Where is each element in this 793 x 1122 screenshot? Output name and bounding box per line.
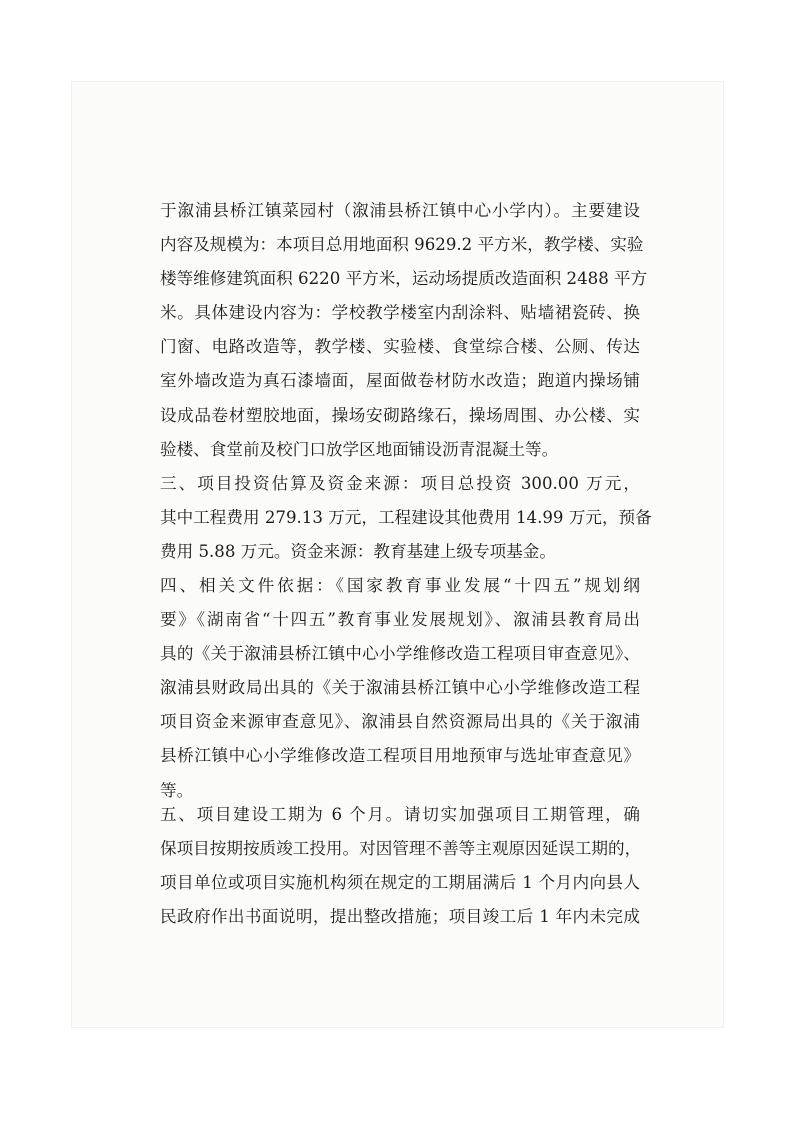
paragraph-project-scope <box>160 194 648 467</box>
paragraph-construction-period <box>160 798 640 934</box>
text-line: 项目单位或项目实施机构须在规定的工期届满后 1 个月内向县人 <box>160 873 640 893</box>
text-line: 于溆浦县桥江镇菜园村（溆浦县桥江镇中心小学内）。主要建设 <box>160 201 640 220</box>
text-line: 具的《关于溆浦县桥江镇中心小学维修改造工程项目审查意见》、 <box>160 644 640 664</box>
text-line: 费用 5.88 万元。资金来源：教育基建上级专项基金。 <box>160 542 556 562</box>
text-line: 内容及规模为：本项目总用地面积 9629.2 平方米，教学楼、实验 <box>160 235 644 255</box>
text-line: 要》《湖南省“十四五”教育事业发展规划》、溆浦县教育局出 <box>160 610 640 630</box>
paragraph-reference-documents <box>160 569 640 808</box>
text-line: 四、相关文件依据：《国家教育事业发展“十四五”规划纲 <box>160 576 640 595</box>
text-line: 等。 <box>160 780 194 800</box>
text-line: 民政府作出书面说明，提出整改措施；项目竣工后 1 年内未完成 <box>160 907 640 927</box>
text-line: 门窗、电路改造等，教学楼、实验楼、食堂综合楼、公厕、传达 <box>160 337 640 357</box>
text-line: 米。具体建设内容为：学校教学楼室内刮涂料、贴墙裙瓷砖、换 <box>160 303 640 323</box>
text-line: 保项目按期按质竣工投用。对因管理不善等主观原因延误工期的， <box>160 839 642 859</box>
text-line: 项目资金来源审查意见》、溆浦县自然资源局出具的《关于溆浦 <box>160 712 640 732</box>
text-line: 县桥江镇中心小学维修改造工程项目用地预审与选址审查意见》 <box>160 746 640 766</box>
text-line: 溆浦县财政局出具的《关于溆浦县桥江镇中心小学维修改造工程 <box>160 678 640 698</box>
text-line: 验楼、食堂前及校门口放学区地面铺设沥青混凝土等。 <box>160 439 559 459</box>
text-line: 其中工程费用 279.13 万元，工程建设其他费用 14.99 万元，预备 <box>160 508 652 528</box>
text-line: 三、项目投资估算及资金来源：项目总投资 300.00 万元， <box>160 474 640 493</box>
text-line: 五、项目建设工期为 6 个月。请切实加强项目工期管理，确 <box>160 805 640 824</box>
text-line: 楼等维修建筑面积 6220 平方米，运动场提质改造面积 2488 平方 <box>160 269 648 289</box>
text-line: 室外墙改造为真石漆墙面，屋面做卷材防水改造；跑道内操场铺 <box>160 371 640 391</box>
text-line: 设成品卷材塑胶地面，操场安砌路缘石，操场周围、办公楼、实 <box>160 405 640 425</box>
paragraph-investment <box>160 467 652 569</box>
